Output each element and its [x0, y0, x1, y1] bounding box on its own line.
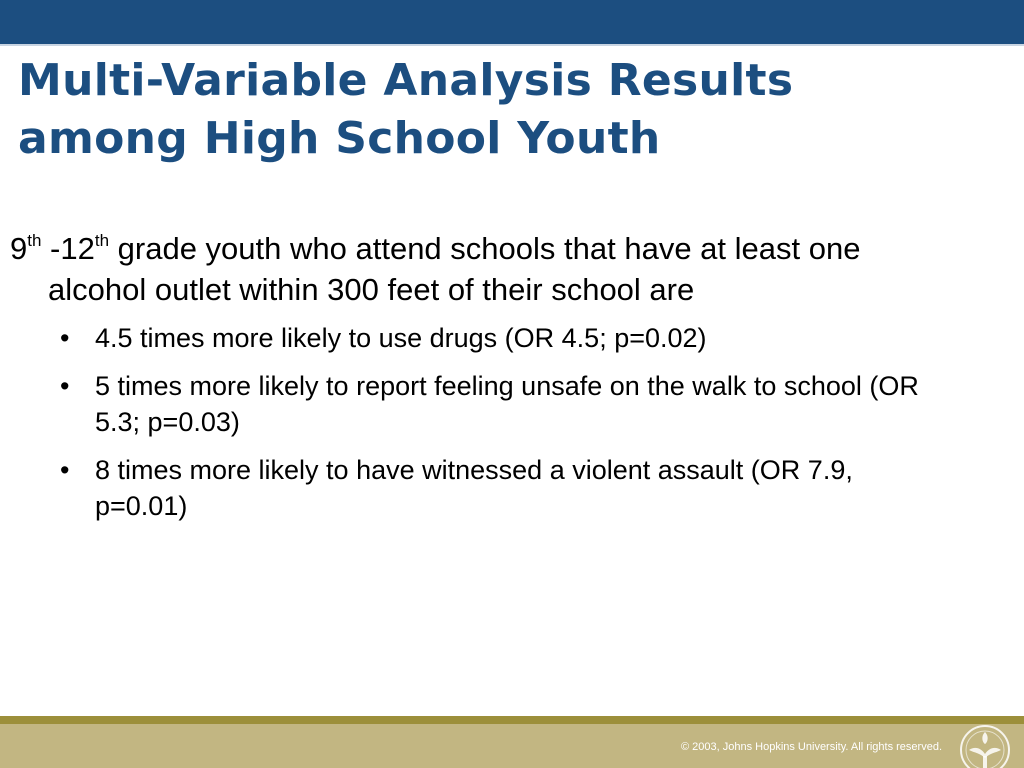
university-seal-icon	[955, 720, 1015, 768]
grade-start-superscript: th	[27, 231, 42, 250]
list-item	[60, 320, 930, 356]
slide-title-line-1: Multi-Variable Analysis Results	[18, 55, 794, 106]
bullet-icon: •	[60, 323, 70, 353]
intro-text: grade youth who attend schools that have at least one alcohol outlet within 300 feet of their school are	[48, 231, 861, 307]
intro-paragraph	[10, 228, 930, 310]
finding-text: 4.5 times more likely to use drugs (OR 4.5; p=0.02)	[95, 323, 707, 353]
findings-list	[10, 320, 930, 524]
header-bar	[0, 0, 1024, 44]
grade-end-superscript: th	[94, 231, 110, 250]
finding-text: 8 times more likely to have witnessed a violent assault (OR 7.9, p=0.01)	[95, 455, 853, 521]
slide-title	[18, 52, 998, 168]
copyright-notice: © 2003, Johns Hopkins University. All rights reserved.	[680, 741, 942, 753]
slide-title-line-2: among High School Youth	[18, 113, 661, 164]
finding-text: 5 times more likely to report feeling unsafe on the walk to school (OR 5.3; p=0.03)	[95, 371, 919, 437]
slide-body	[10, 228, 930, 536]
grade-start: 9	[10, 231, 28, 266]
grade-separator: -12	[41, 231, 95, 266]
list-item	[60, 368, 930, 440]
list-item	[60, 452, 930, 524]
bullet-icon: •	[60, 371, 70, 401]
bullet-icon: •	[60, 455, 70, 485]
header-divider	[0, 44, 1024, 46]
footer-divider	[0, 716, 1024, 724]
